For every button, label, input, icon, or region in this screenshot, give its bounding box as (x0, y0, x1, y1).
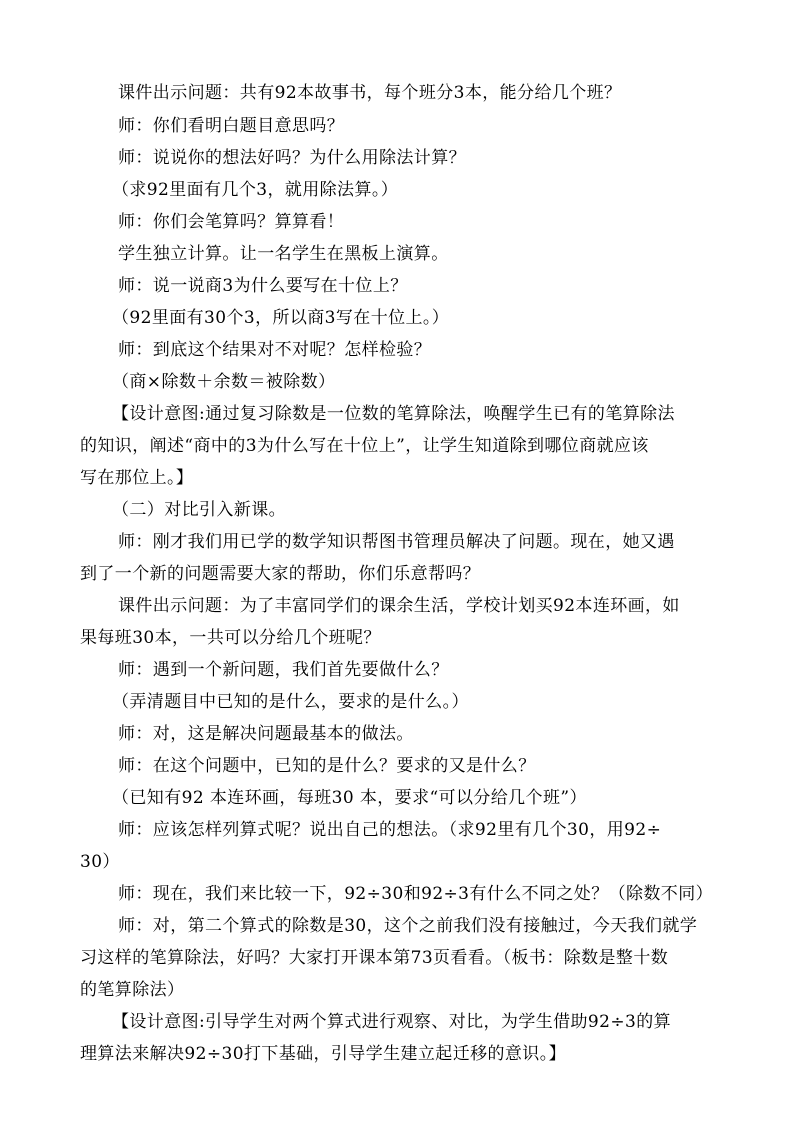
text-line: 师：对，第二个算式的除数是30，这个之前我们没有接触过，今天我们就学 (118, 916, 698, 936)
text-line: （求92里面有几个3，就用除法算。） (112, 180, 399, 200)
text-line: （已知有92 本连环画，每班30 本，要求“可以分给几个班”） (112, 788, 587, 808)
text-line: （商×除数＋余数＝被除数） (112, 372, 336, 392)
text-line: 的知识，阐述“商中的3为什么写在十位上”，让学生知道除到哪位商就应该 (80, 436, 649, 456)
text-line: 师：说一说商3为什么要写在十位上？ (118, 276, 408, 296)
text-line: 【设计意图:引导学生对两个算式进行观察、对比，为学生借助92÷3的算 (112, 1012, 672, 1032)
text-line: 师：对，这是解决问题最基本的做法。 (118, 724, 414, 744)
text-line: 到了一个新的问题需要大家的帮助，你们乐意帮吗？ (80, 564, 481, 584)
text-line: 师：刚才我们用已学的数学知识帮图书管理员解决了问题。现在，她又遇 (118, 532, 675, 552)
text-line: （92里面有30个3，所以商3写在十位上。） (112, 308, 450, 328)
text-line: 写在那位上。】 (80, 468, 194, 488)
text-line: 师：说说你的想法好吗？为什么用除法计算？ (118, 148, 466, 168)
text-line: 课件出示问题：为了丰富同学们的课余生活，学校计划买92本连环画，如 (118, 596, 680, 616)
text-line: 师：应该怎样列算式呢？说出自己的想法。（求92里有几个30，用92÷ (118, 820, 662, 840)
text-line: 师：你们看明白题目意思吗？ (118, 116, 345, 136)
text-line: 30） (80, 852, 120, 872)
text-line: 【设计意图:通过复习除数是一位数的笔算除法，唤醒学生已有的笔算除法 (112, 404, 675, 424)
text-line: （弄清题目中已知的是什么，要求的是什么。） (112, 692, 469, 712)
text-line: 师：你们会笔算吗？算算看！ (118, 212, 345, 232)
text-line: 师：在这个问题中，已知的是什么？要求的又是什么？ (118, 756, 536, 776)
text-line: 师：遇到一个新问题，我们首先要做什么？ (118, 660, 449, 680)
text-line: 师：现在，我们来比较一下，92÷30和92÷3有什么不同之处？（除数不同） (118, 884, 713, 904)
text-line: 师：到底这个结果对不对呢？怎样检验？ (118, 340, 432, 360)
text-line: 理算法来解决92÷30打下基础，引导学生建立起迁移的意识。】 (80, 1044, 567, 1064)
text-line: 学生独立计算。让一名学生在黑板上演算。 (118, 244, 449, 264)
text-line: 习这样的笔算除法，好吗？大家打开课本第73页看看。（板书：除数是整十数 (80, 948, 669, 968)
text-line: 课件出示问题：共有92本故事书，每个班分3本，能分给几个班？ (118, 83, 622, 103)
text-line: 的笔算除法） (80, 980, 185, 1000)
text-line: 果每班30本，一共可以分给几个班呢？ (80, 628, 381, 648)
text-line: （二）对比引入新课。 (112, 500, 286, 520)
